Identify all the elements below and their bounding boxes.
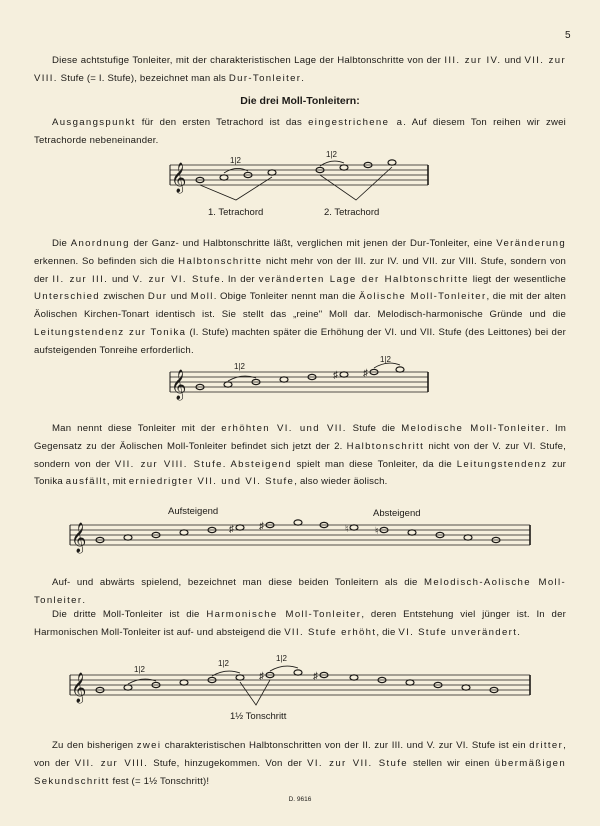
note-d xyxy=(268,170,276,175)
sharp-icon: ♯ xyxy=(259,671,264,682)
footer-code: D. 9616 xyxy=(288,796,312,803)
music-example-harmonic-minor xyxy=(60,655,540,735)
music-example-melodic-minor xyxy=(160,355,440,405)
sharp-icon: ♯ xyxy=(259,521,264,532)
half-step-label-2: 1|2 xyxy=(380,355,391,364)
sharp-icon: ♯ xyxy=(363,368,368,379)
paragraph-melodic-minor: Man nennt diese Tonleiter mit der erhöhten VI. und VII. Stufe die Melodische Moll-Tonleiter. Im Gegensatz zu der Äolischen Moll-Tonleiter befindet sich jetzt der 2. Halbtonschritt nicht von der V. zur VI. Stufe, sondern von der VII. zur VIII. Stufe. Absteigend spielt man diese Tonleiter, da die Leitungstendenz zur Tonika ausfällt, mit erniedrigter VII. und VI. Stufe, also wieder äolisch. xyxy=(34,423,567,488)
treble-clef-icon: 𝄞 xyxy=(171,369,187,399)
half-step-label-3: 1|2 xyxy=(276,655,287,663)
treble-clef-icon: 𝄞 xyxy=(71,672,87,702)
tonschritt-label: 1½ Tonschritt xyxy=(230,711,287,722)
note-b xyxy=(220,175,228,180)
music-example-tetrachords xyxy=(160,148,440,224)
note-f xyxy=(340,165,348,170)
note-a2 xyxy=(388,160,396,165)
paragraph-aeolian: Die Anordnung der Ganz- und Halbtonschritte läßt, verglichen mit jenen der Dur-Tonleiter, eine Veränderung erkennen. So befinden sich die Halbtonschritte nicht mehr von der III. zur IV. und VII. zur VIII. Stufe, sondern von der II. zur III. und V. zur VI. Stufe. In der veränderten Lage der Halbtonschritte liegt der wesentliche Unterschied zwischen Dur und Moll. Obige Tonleiter nennt man die Äolische Moll-Tonleiter, die mit der alten Äolischen Kirchen-Tonart identisch ist. Sie stellt das „reine" Moll dar. Melodisch-harmonische Gründe und die Leitungstendenz zur Tonika (I. Stufe) machten später die Erhöhung der VI. und VII. Stufe (des Leittones) bei der aufsteigenden Tonreihe erforderlich. xyxy=(34,238,567,356)
treble-clef-icon: 𝄞 xyxy=(171,162,187,192)
tetrachord-label-2: 2. Tetrachord xyxy=(324,207,380,218)
paragraph-dur-scale: Diese achtstufige Tonleiter, mit der charakteristischen Lage der Halbtonschritte von der III. zur IV. und VII. zur VIII. Stufe (= I. Stufe), bezeichnet man als Dur-Tonleiter. xyxy=(34,55,567,84)
music-example-up-down xyxy=(60,505,540,565)
half-step-label-1: 1|2 xyxy=(134,665,145,674)
half-step-label-2: 1|2 xyxy=(326,150,337,159)
paragraph-melodic-aeolian: Auf- und abwärts spielend, bezeichnet man diese beiden Tonleitern als die Melodisch-Aolische Moll-Tonleiter. xyxy=(34,577,566,606)
natural-icon: ♮ xyxy=(345,524,349,535)
half-step-label-2: 1|2 xyxy=(218,659,229,668)
natural-icon: ♮ xyxy=(375,526,379,537)
sharp-icon: ♯ xyxy=(313,671,318,682)
paragraph-augmented-second: Zu den bisherigen zwei charakteristischen Halbtonschritten von der II. zur III. und V. zur VI. Stufe ist ein dritter, von der VII. zur VIII. Stufe, hinzugekommen. Von der VI. zur VII. Stufe stellen wir einen übermäßigen Sekundschritt fest (= 1½ Tonschritt)! xyxy=(34,740,566,787)
paragraph-harmonic-minor: Die dritte Moll-Tonleiter ist die Harmonische Moll-Tonleiter, deren Entstehung viel jünger ist. In der Harmonischen Moll-Tonleiter ist auf- und absteigend die VII. Stufe erhöht, die VI. Stufe unverändert. xyxy=(34,609,566,638)
sharp-icon: ♯ xyxy=(229,524,234,535)
descending-label: Absteigend xyxy=(373,508,421,519)
half-step-label-1: 1|2 xyxy=(234,362,245,371)
sharp-icon: ♯ xyxy=(333,370,338,381)
half-step-label-1: 1|2 xyxy=(230,156,241,165)
page-number: 5 xyxy=(565,30,571,41)
treble-clef-icon: 𝄞 xyxy=(71,522,87,552)
paragraph-ausgangspunkt: Ausgangspunkt für den ersten Tetrachord ist das eingestrichene a. Auf diesem Ton reihen wir zwei Tetrachorde nebeneinander. xyxy=(34,117,566,146)
ascending-label: Aufsteigend xyxy=(168,506,219,517)
tetrachord-label-1: 1. Tetrachord xyxy=(208,207,264,218)
section-heading: Die drei Moll-Tonleitern: xyxy=(240,95,360,107)
